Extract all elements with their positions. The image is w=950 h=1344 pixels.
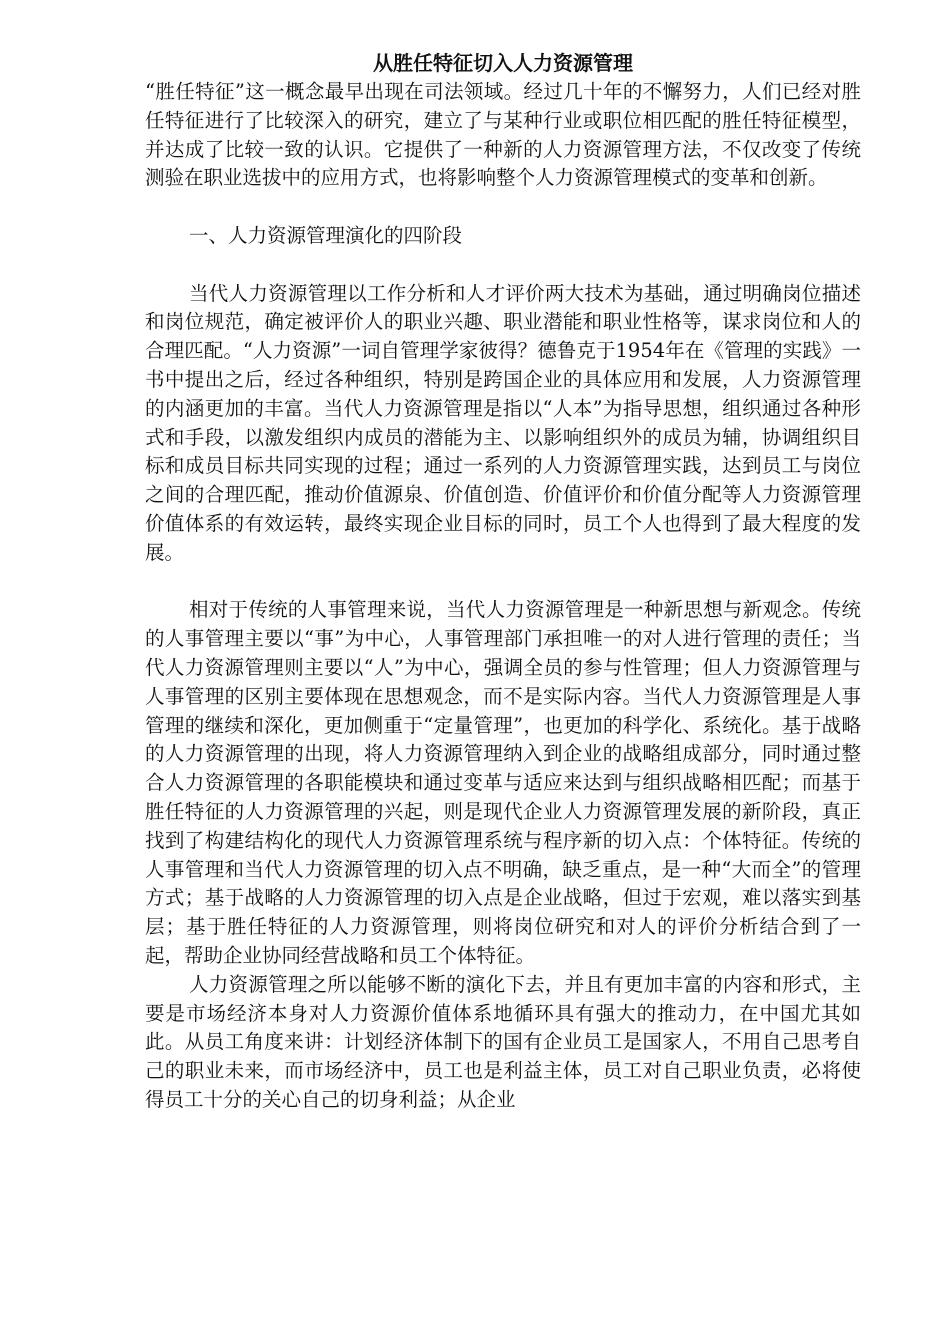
paragraph-gap — [145, 193, 861, 222]
document-page — [145, 48, 861, 1115]
paragraph-gap — [145, 251, 861, 280]
paragraph-gap — [145, 568, 861, 597]
section-heading: 一、人力资源管理演化的四阶段 — [189, 223, 463, 247]
document-title: 从胜任特征切入人力资源管理 — [373, 51, 633, 75]
body-paragraph-3: 人力资源管理之所以能够不断的演化下去，并且有更加丰富的内容和形式，主要是市场经济本身对人力资源价值体系地循环具有强大的推动力，在中国尤其如此。从员工角度来讲：计划经济体制下的国有企业员工是国家人，不用自己思考自己的职业未来，而市场经济中，员工也是利益主体，员工对自己职业负责，必将使得员工十分的关心自己的切身利益；从企业 — [145, 972, 861, 1111]
intro-paragraph: “胜任特征”这一概念最早出现在司法领域。经过几十年的不懈努力，人们已经对胜任特征进行了比较深入的研究，建立了与某种行业或职位相匹配的胜任特征模型，并达成了比较一致的认识。它提供了一种新的人力资源管理方法，不仅改变了传统测验在职业选拔中的应用方式，也将影响整个人力资源管理模式的变革和创新。 — [145, 80, 861, 190]
body-paragraph-1: 当代人力资源管理以工作分析和人才评价两大技术为基础，通过明确岗位描述和岗位规范，确定被评价人的职业兴趣、职业潜能和职业性格等，谋求岗位和人的合理匹配。“人力资源”一词自管理学家彼得？德鲁克于1954年在《管理的实践》一书中提出之后，经过各种组织，特别是跨国企业的具体应用和发展，人力资源管理的内涵更加的丰富。当代人力资源管理是指以“人本”为指导思想，组织通过各种形式和手段，以激发组织内成员的潜能为主、以影响组织外的成员为辅，协调组织目标和成员目标共同实现的过程；通过一系列的人力资源管理实践，达到员工与岗位之间的合理匹配，推动价值源泉、价值创造、价值评价和价值分配等人力资源管理价值体系的有效运转，最终实现企业目标的同时，员工个人也得到了最大程度的发展。 — [145, 281, 861, 564]
body-paragraph-2: 相对于传统的人事管理来说，当代人力资源管理是一种新思想与新观念。传统的人事管理主要以“事”为中心，人事管理部门承担唯一的对人进行管理的责任；当代人力资源管理则主要以“人”为中心，强调全员的参与性管理；但人力资源管理与人事管理的区别主要体现在思想观念，而不是实际内容。当代人力资源管理是人事管理的继续和深化，更加侧重于“定量管理”，也更加的科学化、系统化。基于战略的人力资源管理的出现，将人力资源管理纳入到企业的战略组成部分，同时通过整合人力资源管理的各职能模块和通过变革与适应来达到与组织战略相匹配；而基于胜任特征的人力资源管理的兴起，则是现代企业人力资源管理发展的新阶段，真正找到了构建结构化的现代人力资源管理系统与程序新的切入点：个体特征。传统的人事管理和当代人力资源管理的切入点不明确，缺乏重点，是一种“大而全”的管理方式；基于战略的人力资源管理的切入点是企业战略，但过于宏观，难以落实到基层；基于胜任特征的人力资源管理，则将岗位研究和对人的评价分析结合到了一起，帮助企业协同经营战略和员工个体特征。 — [145, 598, 861, 967]
